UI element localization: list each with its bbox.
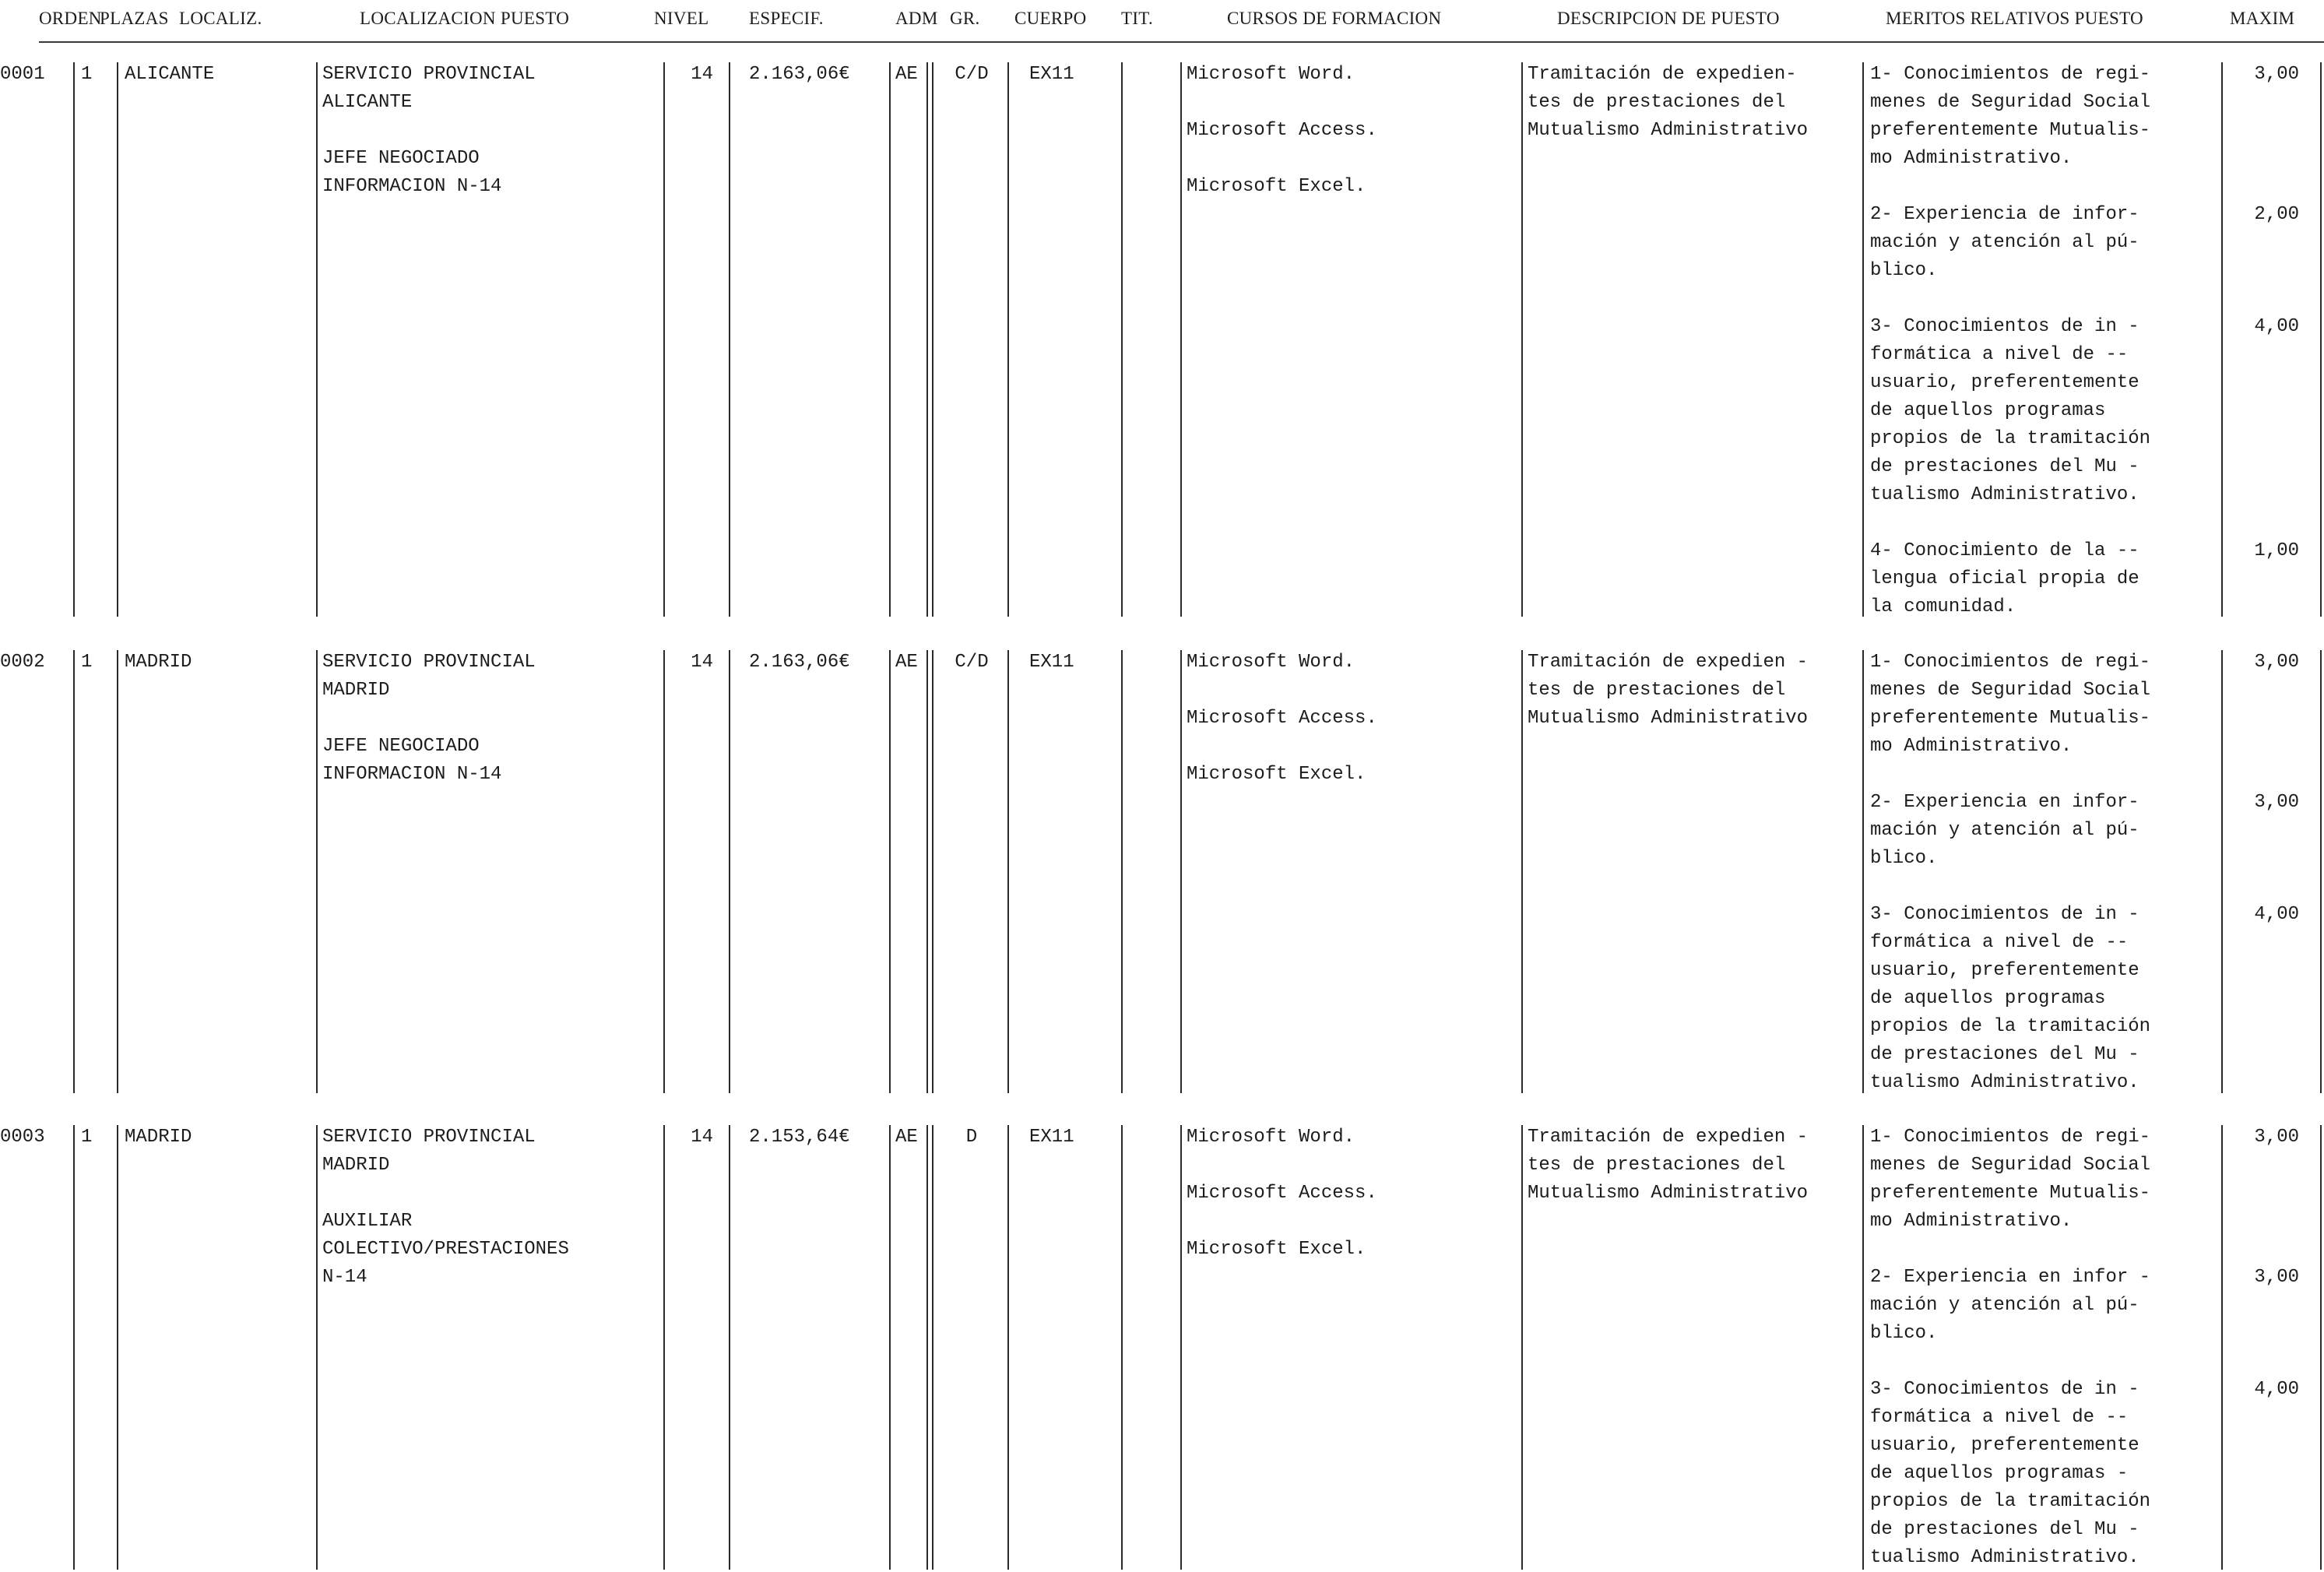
merito-line: usuario, preferentemente (1870, 960, 2139, 981)
merito-line: mación y atención al pú- (1870, 1295, 2139, 1316)
merito-line: tualismo Administrativo. (1870, 484, 2139, 505)
header-orden: ORDEN (39, 9, 102, 28)
header-meritos: MERITOS RELATIVOS PUESTO (1886, 9, 2143, 28)
column-divider (729, 1125, 730, 1570)
nivel-value: 14 (691, 652, 713, 673)
puesto-line: MADRID (322, 1155, 390, 1176)
merito-line: formática a nivel de -- (1870, 932, 2129, 953)
column-divider (926, 62, 928, 617)
column-divider (932, 62, 933, 617)
column-divider (932, 1125, 933, 1570)
merito-line: blico. (1870, 260, 1938, 281)
merito-line: 3- Conocimientos de in - (1870, 1379, 2139, 1400)
column-divider (932, 650, 933, 1093)
merito-max-score: 2,00 (2254, 204, 2299, 225)
column-divider (926, 650, 928, 1093)
merito-line: propios de la tramitación (1870, 1016, 2151, 1037)
merito-line: la comunidad. (1870, 596, 2016, 617)
merito-max-score: 4,00 (2254, 1379, 2299, 1400)
merito-line: mación y atención al pú- (1870, 232, 2139, 253)
column-divider (1007, 62, 1009, 617)
merito-max-score: 4,00 (2254, 316, 2299, 337)
merito-line: lengua oficial propia de (1870, 568, 2139, 589)
column-divider (1180, 1125, 1182, 1570)
descripcion-line: Tramitación de expedien - (1528, 1127, 1809, 1148)
puesto-line: N-14 (322, 1267, 367, 1288)
descripcion-line: Mutualismo Administrativo (1528, 120, 1809, 141)
curso-line: Microsoft Excel. (1187, 764, 1366, 785)
merito-line: 2- Experiencia en infor- (1870, 792, 2139, 813)
grupo-value: C/D (955, 64, 989, 85)
merito-line: propios de la tramitación (1870, 428, 2151, 449)
plazas-count: 1 (81, 1127, 93, 1148)
column-divider (117, 62, 118, 617)
merito-max-score: 3,00 (2254, 64, 2299, 85)
puesto-line: INFORMACION N-14 (322, 176, 502, 197)
header-nivel: NIVEL (654, 9, 709, 28)
column-divider (663, 62, 665, 617)
puesto-line: SERVICIO PROVINCIAL (322, 64, 536, 85)
column-divider (889, 1125, 891, 1570)
merito-line: de aquellos programas - (1870, 1463, 2129, 1484)
merito-max-score: 3,00 (2254, 792, 2299, 813)
plazas-count: 1 (81, 652, 93, 673)
merito-line: preferentemente Mutualis- (1870, 1183, 2151, 1204)
column-divider (729, 650, 730, 1093)
header-plazas: PLAZAS (100, 9, 169, 28)
descripcion-line: tes de prestaciones del (1528, 92, 1786, 113)
merito-line: mo Administrativo. (1870, 1211, 2073, 1232)
merito-line: preferentemente Mutualis- (1870, 120, 2151, 141)
merito-line: menes de Seguridad Social (1870, 1155, 2151, 1176)
merito-line: 4- Conocimiento de la -- (1870, 540, 2139, 561)
puesto-line: COLECTIVO/PRESTACIONES (322, 1239, 569, 1260)
curso-line: Microsoft Excel. (1187, 1239, 1366, 1260)
puesto-line: ALICANTE (322, 92, 413, 113)
orden-number: 0002 (0, 652, 45, 673)
merito-line: tualismo Administrativo. (1870, 1547, 2139, 1568)
nivel-value: 14 (691, 64, 713, 85)
column-divider (73, 62, 75, 617)
merito-line: usuario, preferentemente (1870, 372, 2139, 393)
header-localizacion-puesto: LOCALIZACION PUESTO (360, 9, 570, 28)
orden-number: 0003 (0, 1127, 45, 1148)
plazas-count: 1 (81, 64, 93, 85)
descripcion-line: tes de prestaciones del (1528, 1155, 1786, 1176)
merito-line: menes de Seguridad Social (1870, 92, 2151, 113)
localidad-name: MADRID (125, 1127, 192, 1148)
column-divider (2221, 62, 2223, 617)
column-divider (2221, 1125, 2223, 1570)
merito-line: de prestaciones del Mu - (1870, 456, 2139, 477)
descripcion-line: Mutualismo Administrativo (1528, 708, 1809, 729)
cuerpo-value: EX11 (1029, 652, 1074, 673)
column-divider (1007, 1125, 1009, 1570)
column-divider (1521, 62, 1523, 617)
nivel-value: 14 (691, 1127, 713, 1148)
header-descripcion: DESCRIPCION DE PUESTO (1557, 9, 1780, 28)
column-divider (316, 1125, 318, 1570)
descripcion-line: Tramitación de expedien - (1528, 652, 1809, 673)
descripcion-line: Tramitación de expedien- (1528, 64, 1797, 85)
column-divider (1862, 650, 1864, 1093)
column-divider (316, 650, 318, 1093)
merito-line: 3- Conocimientos de in - (1870, 904, 2139, 925)
column-divider (1521, 650, 1523, 1093)
merito-line: de aquellos programas (1870, 988, 2106, 1009)
localidad-name: ALICANTE (125, 64, 215, 85)
grupo-value: D (965, 1127, 978, 1148)
merito-line: formática a nivel de -- (1870, 1407, 2129, 1428)
especif-value: 2.163,06€ (749, 64, 850, 85)
cuerpo-value: EX11 (1029, 64, 1074, 85)
header-maxim: MAXIM (2230, 9, 2295, 28)
localidad-name: MADRID (125, 652, 192, 673)
merito-max-score: 3,00 (2254, 652, 2299, 673)
curso-line: Microsoft Access. (1187, 1183, 1377, 1204)
column-divider (1180, 62, 1182, 617)
adm-value: AE (895, 64, 918, 85)
column-divider (1521, 1125, 1523, 1570)
merito-line: formática a nivel de -- (1870, 344, 2129, 365)
column-divider (2320, 650, 2322, 1093)
curso-line: Microsoft Word. (1187, 652, 1355, 673)
merito-line: de prestaciones del Mu - (1870, 1044, 2139, 1065)
column-divider (1121, 650, 1123, 1093)
curso-line: Microsoft Access. (1187, 120, 1377, 141)
curso-line: Microsoft Word. (1187, 1127, 1355, 1148)
merito-max-score: 4,00 (2254, 904, 2299, 925)
merito-line: 1- Conocimientos de regi- (1870, 1127, 2151, 1148)
descripcion-line: tes de prestaciones del (1528, 680, 1786, 701)
merito-line: blico. (1870, 1323, 1938, 1344)
column-divider (316, 62, 318, 617)
column-divider (1121, 1125, 1123, 1570)
column-divider (729, 62, 730, 617)
merito-line: mación y atención al pú- (1870, 820, 2139, 841)
column-divider (889, 650, 891, 1093)
puesto-line: JEFE NEGOCIADO (322, 148, 480, 169)
grupo-value: C/D (955, 652, 989, 673)
merito-line: de aquellos programas (1870, 400, 2106, 421)
column-divider (117, 1125, 118, 1570)
header-gr: GR. (950, 9, 980, 28)
column-divider (1007, 650, 1009, 1093)
curso-line: Microsoft Access. (1187, 708, 1377, 729)
puesto-line: INFORMACION N-14 (322, 764, 502, 785)
puesto-line: AUXILIAR (322, 1211, 413, 1232)
header-rule (39, 41, 2324, 43)
puesto-line: SERVICIO PROVINCIAL (322, 1127, 536, 1148)
adm-value: AE (895, 652, 918, 673)
column-divider (663, 1125, 665, 1570)
column-divider (1180, 650, 1182, 1093)
merito-line: mo Administrativo. (1870, 148, 2073, 169)
merito-line: preferentemente Mutualis- (1870, 708, 2151, 729)
merito-line: 2- Experiencia de infor- (1870, 204, 2139, 225)
column-divider (889, 62, 891, 617)
column-divider (2320, 62, 2322, 617)
header-especif: ESPECIF. (749, 9, 824, 28)
merito-line: blico. (1870, 848, 1938, 869)
merito-line: menes de Seguridad Social (1870, 680, 2151, 701)
especif-value: 2.163,06€ (749, 652, 850, 673)
header-tit: TIT. (1121, 9, 1154, 28)
column-divider (1862, 62, 1864, 617)
especif-value: 2.153,64€ (749, 1127, 850, 1148)
merito-line: 2- Experiencia en infor - (1870, 1267, 2151, 1288)
header-cuerpo: CUERPO (1014, 9, 1087, 28)
curso-line: Microsoft Word. (1187, 64, 1355, 85)
merito-line: tualismo Administrativo. (1870, 1072, 2139, 1093)
merito-line: mo Administrativo. (1870, 736, 2073, 757)
merito-line: 1- Conocimientos de regi- (1870, 64, 2151, 85)
column-divider (926, 1125, 928, 1570)
column-divider (1121, 62, 1123, 617)
column-divider (73, 1125, 75, 1570)
orden-number: 0001 (0, 64, 45, 85)
header-adm: ADM (895, 9, 938, 28)
puesto-line: MADRID (322, 680, 390, 701)
merito-max-score: 1,00 (2254, 540, 2299, 561)
cuerpo-value: EX11 (1029, 1127, 1074, 1148)
merito-line: de prestaciones del Mu - (1870, 1519, 2139, 1540)
merito-line: 1- Conocimientos de regi- (1870, 652, 2151, 673)
column-divider (2320, 1125, 2322, 1570)
header-localiz: LOCALIZ. (179, 9, 262, 28)
merito-line: usuario, preferentemente (1870, 1435, 2139, 1456)
descripcion-line: Mutualismo Administrativo (1528, 1183, 1809, 1204)
column-divider (2221, 650, 2223, 1093)
merito-line: 3- Conocimientos de in - (1870, 316, 2139, 337)
merito-max-score: 3,00 (2254, 1267, 2299, 1288)
curso-line: Microsoft Excel. (1187, 176, 1366, 197)
header-cursos: CURSOS DE FORMACION (1227, 9, 1442, 28)
merito-max-score: 3,00 (2254, 1127, 2299, 1148)
column-divider (73, 650, 75, 1093)
adm-value: AE (895, 1127, 918, 1148)
column-divider (117, 650, 118, 1093)
puesto-line: JEFE NEGOCIADO (322, 736, 480, 757)
puesto-line: SERVICIO PROVINCIAL (322, 652, 536, 673)
merito-line: propios de la tramitación (1870, 1491, 2151, 1512)
column-divider (1862, 1125, 1864, 1570)
column-divider (663, 650, 665, 1093)
